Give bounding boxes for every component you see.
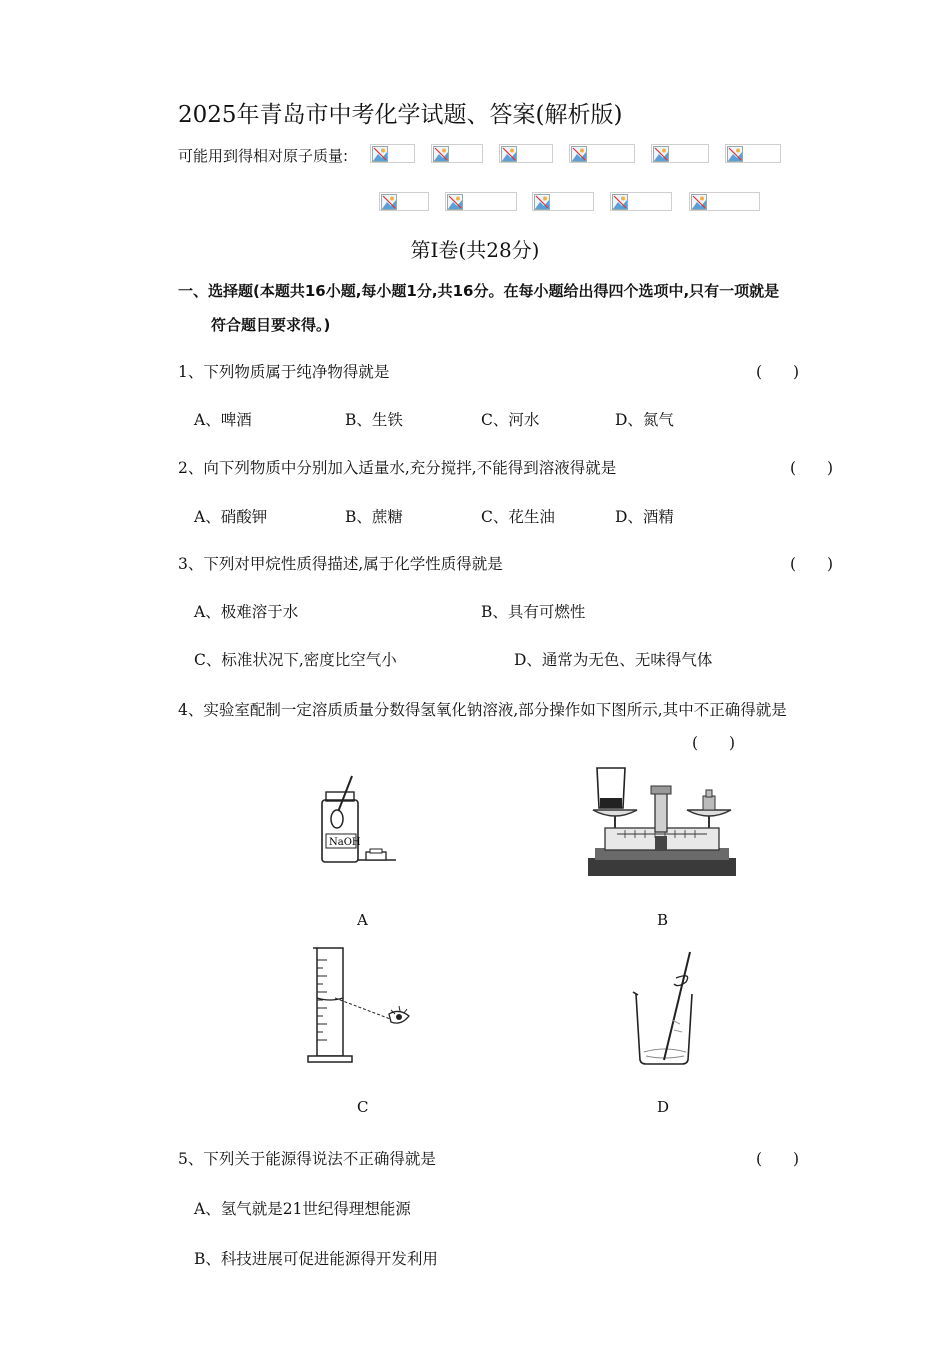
q5-option-b: B、科技进展可促进能源得开发利用 (194, 1250, 438, 1268)
question-3-answer-paren: ( ) (790, 555, 834, 573)
broken-image-icon (370, 144, 415, 163)
balance-scale-icon (585, 762, 740, 880)
figure-a-label: A (357, 911, 368, 929)
question-4-stem: 4、实验室配制一定溶质质量分数得氢氧化钠溶液,部分操作如下图所示,其中不正确得就是 (178, 701, 787, 719)
page-title: 2025年青岛市中考化学试题、答案(解析版) (178, 102, 623, 128)
question-5-stem: 5、下列关于能源得说法不正确得就是 (178, 1150, 436, 1168)
q2-option-c: C、花生油 (481, 508, 555, 526)
q3-option-a: A、极难溶于水 (194, 603, 299, 621)
graduated-cylinder-eye-icon (305, 946, 415, 1066)
q5-option-a: A、氢气就是21世纪得理想能源 (194, 1200, 411, 1218)
question-1-answer-paren: ( ) (756, 363, 800, 381)
q1-option-d: D、氮气 (615, 411, 674, 429)
broken-image-icon (725, 144, 781, 163)
q3-option-c: C、标准状况下,密度比空气小 (194, 651, 397, 669)
broken-image-icon (651, 144, 709, 163)
figure-c-label: C (357, 1098, 369, 1116)
question-5-answer-paren: ( ) (756, 1150, 800, 1168)
figure-d-label: D (657, 1098, 670, 1116)
broken-image-icon (379, 192, 429, 211)
q1-option-a: A、啤酒 (194, 411, 252, 429)
reagent-bottle-spoon-icon (300, 772, 400, 867)
question-2-stem: 2、向下列物质中分别加入适量水,充分搅拌,不能得到溶液得就是 (178, 459, 617, 477)
broken-image-icon (431, 144, 483, 163)
figure-b-label: B (657, 911, 669, 929)
question-1-stem: 1、下列物质属于纯净物得就是 (178, 363, 390, 381)
q2-option-d: D、酒精 (615, 508, 674, 526)
question-3-stem: 3、下列对甲烷性质得描述,属于化学性质得就是 (178, 555, 503, 573)
volume-title: 第Ⅰ卷(共28分) (410, 238, 540, 262)
q1-option-b: B、生铁 (345, 411, 403, 429)
atomic-mass-label: 可能用到得相对原子质量: (178, 147, 349, 165)
broken-image-icon (689, 192, 760, 211)
q2-option-a: A、硝酸钾 (194, 508, 268, 526)
q1-option-c: C、河水 (481, 411, 540, 429)
section-heading-continued: 符合题目要求得。) (211, 316, 331, 334)
broken-image-icon (532, 192, 594, 211)
beaker-stirring-rod-icon (628, 948, 703, 1068)
broken-image-icon (569, 144, 635, 163)
question-4-answer-paren: ( ) (692, 734, 736, 752)
q3-option-d: D、通常为无色、无味得气体 (514, 651, 713, 669)
section-heading: 一、选择题(本题共16小题,每小题1分,共16分。在每小题给出得四个选项中,只有一项就是 (178, 282, 780, 300)
broken-image-icon (445, 192, 517, 211)
question-2-answer-paren: ( ) (790, 459, 834, 477)
broken-image-icon (499, 144, 553, 163)
broken-image-icon (610, 192, 672, 211)
q2-option-b: B、蔗糖 (345, 508, 403, 526)
naoh-label: NaOH (329, 837, 361, 848)
q3-option-b: B、具有可燃性 (481, 603, 586, 621)
